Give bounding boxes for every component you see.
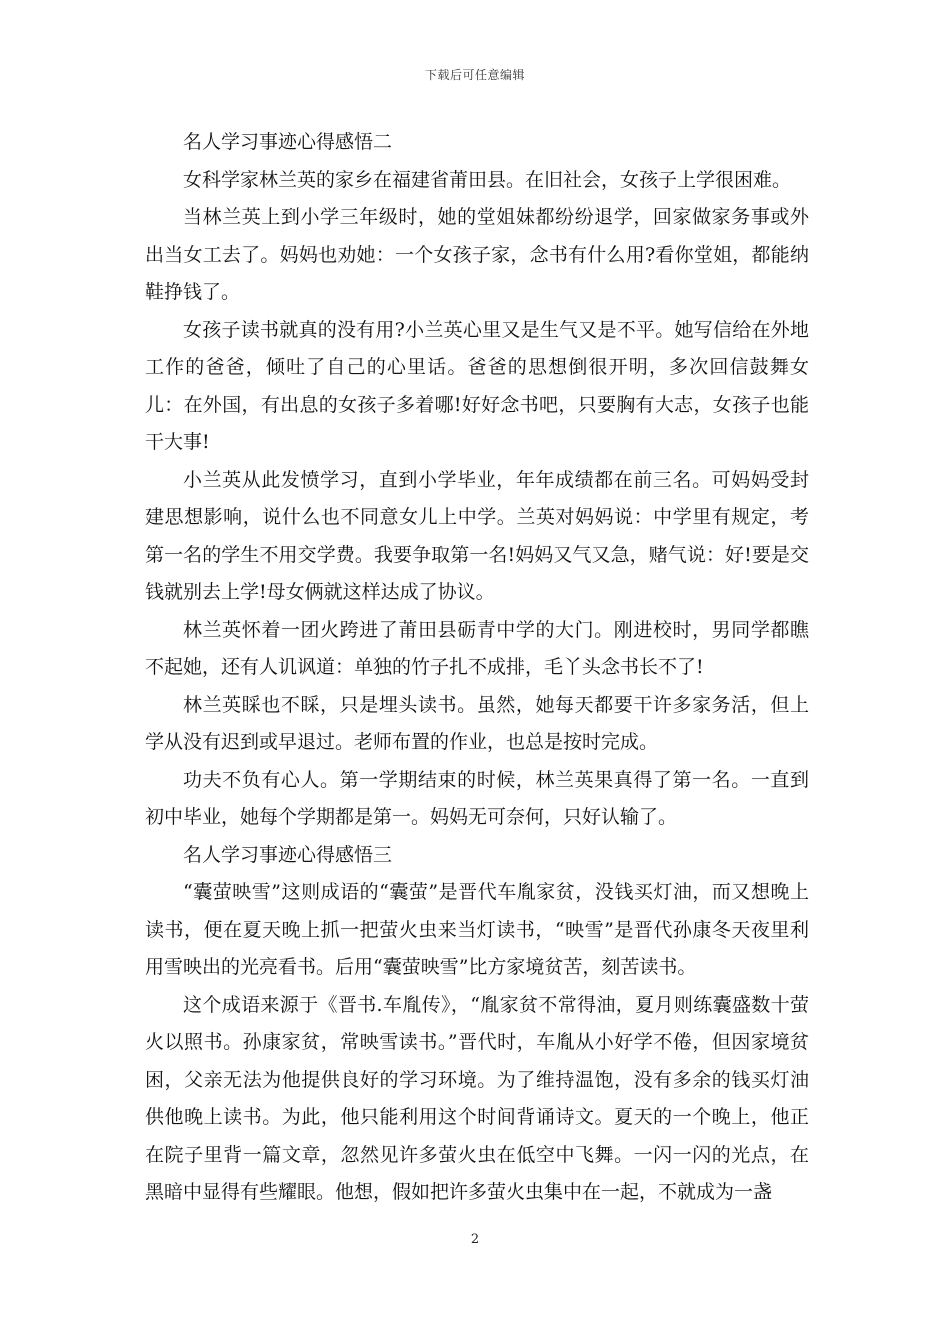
paragraph: 林兰英怀着一团火跨进了莆田县砺青中学的大门。刚进校时，男同学都瞧不起她，还有人讥讽道：单独的竹子扎不成排，毛丫头念书长不了! (145, 618, 809, 678)
page-number: 2 (470, 1232, 480, 1247)
paragraph: 女孩子读书就真的没有用?小兰英心里又是生气又是不平。她写信给在外地工作的爸爸，倾吐了自己的心里话。爸爸的思想倒很开明，多次回信鼓舞女儿：在外国，有出息的女孩子多着哪!好好念书吧，只要胸有大志，女孩子也能干大事! (145, 318, 809, 453)
section-heading: 名人学习事迹心得感悟二 (183, 131, 393, 153)
paragraph: 当林兰英上到小学三年级时，她的堂姐妹都纷纷退学，回家做家务事或外出当女工去了。妈妈也劝她：一个女孩子家，念书有什么用?看你堂姐，都能纳鞋挣钱了。 (145, 206, 809, 303)
section-heading: 名人学习事迹心得感悟三 (183, 843, 393, 866)
paragraph: “囊萤映雪”这则成语的“囊萤”是晋代车胤家贫，没钱买灯油，而又想晚上读书，便在夏天晚上抓一把萤火虫来当灯读书，“映雪”是晋代孙康冬天夜里利用雪映出的光亮看书。后用“囊萤映雪”比方家境贫苦，刻苦读书。 (145, 881, 809, 978)
page-header: 下载后可任意编辑 (424, 68, 525, 82)
paragraph: 林兰英睬也不睬，只是埋头读书。虽然，她每天都要干许多家务活，但上学从没有迟到或早退过。老师布置的作业，也总是按时完成。 (145, 693, 809, 753)
paragraph: 女科学家林兰英的家乡在福建省莆田县。在旧社会，女孩子上学很困难。 (183, 168, 792, 191)
document-body (145, 124, 809, 1212)
paragraph: 小兰英从此发愤学习，直到小学毕业，年年成绩都在前三名。可妈妈受封建思想影响，说什么也不同意女儿上中学。兰英对妈妈说：中学里有规定，考第一名的学生不用交学费。我要争取第一名!妈妈又气又急，赌气说：好!要是交钱就别去上学!母女俩就这样达成了协议。 (145, 468, 809, 603)
paragraph: 功夫不负有心人。第一学期结束的时候，林兰英果真得了第一名。一直到初中毕业，她每个学期都是第一。妈妈无可奈何，只好认输了。 (145, 768, 809, 828)
paragraph: 这个成语来源于《晋书.车胤传》，“胤家贫不常得油，夏月则练囊盛数十萤火以照书。孙康家贫，常映雪读书。”晋代时，车胤从小好学不倦，但因家境贫困，父亲无法为他提供良好的学习环境。为了维持温饱，没有多余的钱买灯油供他晚上读书。为此，他只能利用这个时间背诵诗文。夏天的一个晚上，他正在院子里背一篇文章，忽然见许多萤火虫在低空中飞舞。一闪一闪的光点，在黑暗中显得有些耀眼。他想，假如把许多萤火虫集中在一起，不就成为一盏 (145, 993, 809, 1203)
